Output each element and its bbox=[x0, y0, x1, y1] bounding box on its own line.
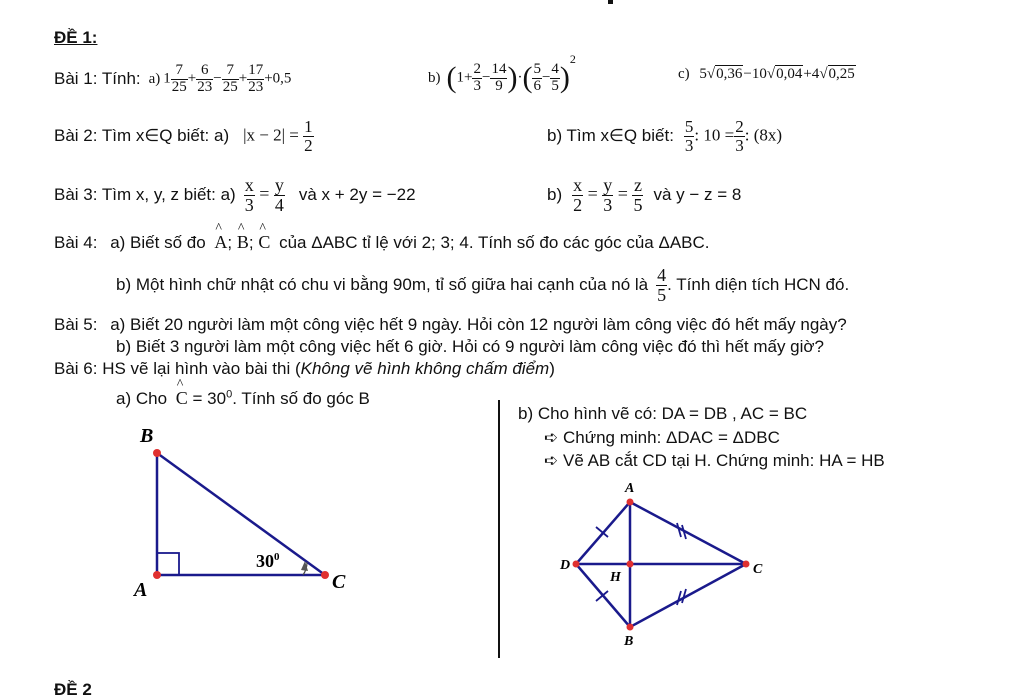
bai5-b-text: b) Biết 3 người làm một công việc hết 6 giờ. Hỏi có 9 người làm công việc đó thì hết mấy giờ? bbox=[116, 337, 825, 356]
bai1-label: Bài 1: Tính: bbox=[54, 69, 141, 88]
bai1-c-expression: 5√0,36−10√0,04+4√0,25 bbox=[699, 66, 855, 82]
bai4-line-b bbox=[116, 262, 849, 308]
bai3-b bbox=[547, 171, 741, 219]
bai2-line bbox=[54, 112, 314, 160]
bai3-b-label: b) bbox=[547, 185, 563, 204]
bai6-line bbox=[54, 359, 555, 379]
bai1-c bbox=[678, 66, 856, 83]
bai2-label: Bài 2: Tìm x∈Q biết: a) bbox=[54, 126, 230, 145]
bai1-c-prefix: c) bbox=[678, 66, 690, 82]
bai2-a-expression: |x − 2| = $\frac{1}{2}$ bbox=[243, 116, 313, 155]
bai6-a-text1: a) Cho bbox=[116, 389, 168, 408]
bai4-b-text2: . Tính diện tích HCN đó. bbox=[667, 275, 850, 294]
bai3-b-condition: và y − z = 8 bbox=[653, 185, 742, 204]
angle-label: $30^0$ bbox=[256, 551, 280, 571]
bai6-a-text3: . Tính số đo góc B bbox=[232, 389, 370, 408]
label-a: A bbox=[134, 579, 148, 601]
bai2-b bbox=[547, 112, 782, 160]
bai5-a-text: a) Biết 20 người làm một công việc hết 9 ngày. Hỏi còn 12 người làm công việc đó hết mấy ngày? bbox=[110, 315, 847, 334]
label-c: C bbox=[332, 571, 346, 593]
bai6-label: Bài 6: HS vẽ lại hình vào bài thi ( bbox=[54, 359, 301, 378]
bullet-arrow-icon: ➪ bbox=[544, 428, 559, 447]
bai5-line-a bbox=[54, 315, 847, 335]
bai6-b-text: b) Cho hình vẽ có: DA = DB , AC = BC bbox=[518, 404, 808, 423]
bai4-label: Bài 4: bbox=[54, 233, 98, 252]
triangle-figure bbox=[120, 420, 370, 610]
bai3-a-condition: và x + 2y = −22 bbox=[298, 185, 416, 204]
bai6-close: ) bbox=[549, 359, 555, 378]
bai6-angle-c: ^ C bbox=[176, 388, 188, 409]
kite-figure bbox=[550, 475, 780, 650]
kite-label-a: A bbox=[625, 481, 635, 496]
bai4-b-text1: b) Một hình chữ nhật có chu vi bằng 90m, tỉ số giữa hai cạnh của nó là bbox=[116, 275, 649, 294]
column-divider bbox=[498, 400, 500, 658]
page-title: ĐỀ 1: bbox=[54, 28, 98, 47]
kite-label-d: D bbox=[560, 558, 571, 573]
bai3-label: Bài 3: Tìm x, y, z biết: a) bbox=[54, 185, 236, 204]
bai2-b-label: b) Tìm x∈Q biết: bbox=[547, 126, 674, 145]
bai1-b-prefix: b) bbox=[428, 69, 441, 86]
bai6-note: Không vẽ hình không chấm điểm bbox=[300, 359, 550, 378]
bai1-b bbox=[428, 52, 576, 104]
kite-label-h: H bbox=[610, 570, 621, 585]
bullet-arrow-icon: ➪ bbox=[544, 451, 559, 470]
bai3-b-expression: $\frac{x}{2}$ = $\frac{y}{3}$ = $\frac{z}{5}$ bbox=[573, 174, 643, 215]
bai1-a-prefix: a) bbox=[148, 70, 161, 87]
bai2-b-expression: $\frac{5}{3}$ : 10 = $\frac{2}{3}$ : (8x) bbox=[684, 116, 783, 155]
bai6-a: a) Cho ^ $C = 30^0$. Tính số đo góc B bbox=[116, 388, 370, 409]
top-edge-mark bbox=[608, 0, 613, 4]
bai6-a-text2: = 30 bbox=[192, 389, 227, 408]
bai3-line bbox=[54, 171, 416, 219]
kite-label-c: C bbox=[753, 562, 763, 577]
bai1-b-expression: (1+ $\frac{2}{3}$ − $\frac{14}{9}$ )·( $\frac{5}{6}$ − $\frac{4}{5}$ )$^2$ bbox=[446, 52, 576, 94]
bai4-angles: ^ A; ^ B; ^ C bbox=[214, 233, 270, 252]
bai1-line bbox=[54, 57, 291, 101]
label-b: B bbox=[140, 425, 154, 447]
bai3-a-expression: $\frac{x}{3}$ = $\frac{y}{4}$ bbox=[244, 174, 284, 215]
bai6-b-item2: ➪ Vẽ AB cắt CD tại H. Chứng minh: HA = HB bbox=[544, 451, 885, 470]
bai4-b-fraction: $\frac{4}{5}$ bbox=[657, 264, 667, 305]
bai4-a-text1: a) Biết số đo bbox=[110, 233, 206, 252]
bai4-a-text2: của ΔABC tỉ lệ với 2; 3; 4. Tính số đo các góc của ΔABC. bbox=[279, 233, 710, 252]
bai6-b-item1: ➪ Chứng minh: ΔDAC = ΔDBC bbox=[544, 428, 780, 447]
kite-label-b: B bbox=[624, 634, 634, 649]
next-section-title-fragment: ĐỀ 2 bbox=[54, 680, 92, 699]
bai4-line-a bbox=[54, 232, 710, 253]
bai1-a-expression: 1 $\frac{7}{25}$ + $\frac{6}{23}$ − $\frac{7}{25}$ + $\frac{17}{23}$ +0,5 bbox=[163, 61, 292, 95]
bai5-label: Bài 5: bbox=[54, 315, 98, 334]
